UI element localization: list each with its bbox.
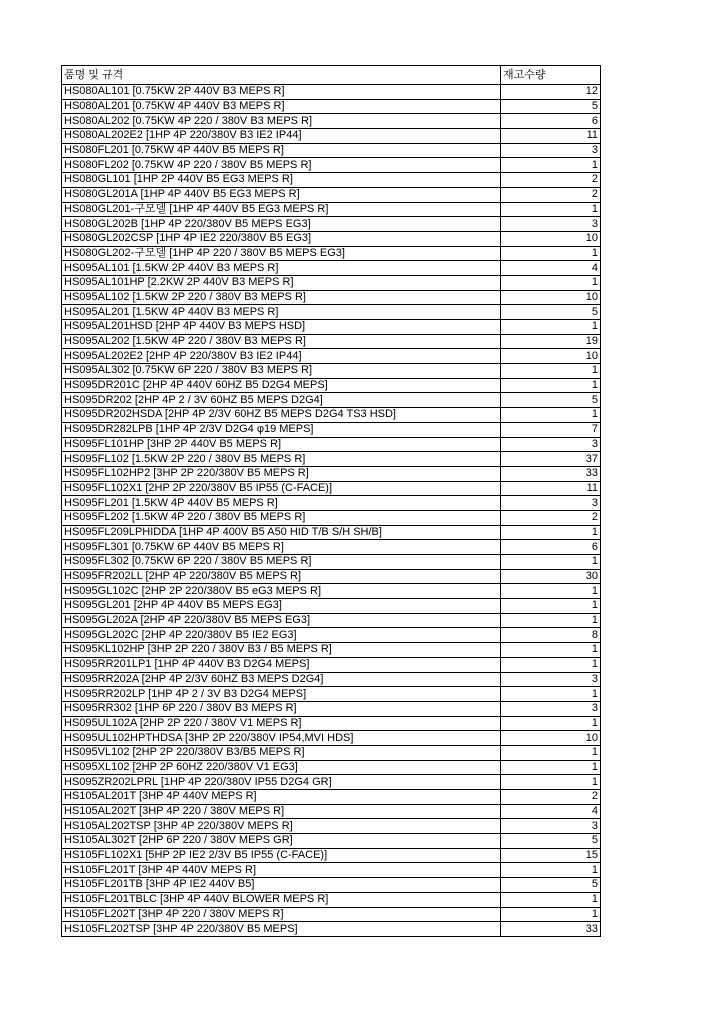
- item-name-cell: HS095FL301 [0.75KW 6P 440V B5 MEPS R]: [62, 540, 501, 555]
- table-row: [62, 701, 601, 716]
- stock-qty-cell: 1: [501, 716, 601, 731]
- stock-qty-cell: 10: [501, 731, 601, 746]
- stock-qty-cell: 1: [501, 320, 601, 335]
- item-name-cell: HS095DR282LPB [1HP 4P 2/3V D2G4 φ19 MEPS]: [62, 422, 501, 437]
- item-name-cell: HS080AL202 [0.75KW 4P 220 / 380V B3 MEPS R]: [62, 114, 501, 129]
- item-name-cell: HS095DR202HSDA [2HP 4P 2/3V 60HZ B5 MEPS D2G4 TS3 HSD]: [62, 408, 501, 423]
- item-name-cell: HS095XL102 [2HP 2P 60HZ 220/380V V1 EG3]: [62, 760, 501, 775]
- table-row: [62, 672, 601, 687]
- stock-qty-cell: 1: [501, 643, 601, 658]
- stock-qty-cell: 1: [501, 246, 601, 261]
- item-name-cell: HS095KL102HP [3HP 2P 220 / 380V B3 / B5 MEPS R]: [62, 643, 501, 658]
- item-name-cell: HS095UL102HPTHDSA [3HP 2P 220/380V IP54,MVI HDS]: [62, 731, 501, 746]
- table-row: [62, 99, 601, 114]
- item-name-cell: HS095FL202 [1.5KW 4P 220 / 380V B5 MEPS R]: [62, 510, 501, 525]
- item-name-cell: HS095ZR202LPRL [1HP 4P 220/380V IP55 D2G4 GR]: [62, 775, 501, 790]
- stock-qty-cell: 2: [501, 173, 601, 188]
- inventory-table: [61, 65, 601, 937]
- item-name-cell: HS095RR202A [2HP 4P 2/3V 60HZ B3 MEPS D2G4]: [62, 672, 501, 687]
- table-row: [62, 922, 601, 937]
- item-name-cell: HS095AL101 [1.5KW 2P 440V B3 MEPS R]: [62, 261, 501, 276]
- item-name-cell: HS095GL201 [2HP 4P 440V B5 MEPS EG3]: [62, 599, 501, 614]
- item-name-cell: HS095AL101HP [2.2KW 2P 440V B3 MEPS R]: [62, 275, 501, 290]
- stock-qty-cell: 1: [501, 907, 601, 922]
- item-name-cell: HS105AL202T [3HP 4P 220 / 380V MEPS R]: [62, 804, 501, 819]
- stock-qty-cell: 1: [501, 408, 601, 423]
- table-header-row: [62, 66, 601, 85]
- table-row: [62, 878, 601, 893]
- item-name-cell: HS105FL201TBLC [3HP 4P 440V BLOWER MEPS R]: [62, 892, 501, 907]
- stock-qty-cell: 2: [501, 187, 601, 202]
- stock-qty-cell: 1: [501, 745, 601, 760]
- stock-qty-cell: 11: [501, 129, 601, 144]
- item-name-cell: HS095AL302 [0.75KW 6P 220 / 380V B3 MEPS R]: [62, 364, 501, 379]
- item-name-cell: HS095FL102 [1.5KW 2P 220 / 380V B5 MEPS R]: [62, 452, 501, 467]
- item-name-cell: HS095FL201 [1.5KW 4P 440V B5 MEPS R]: [62, 496, 501, 511]
- item-name-cell: HS080GL101 [1HP 2P 440V B5 EG3 MEPS R]: [62, 173, 501, 188]
- item-name-cell: HS105FL201T [3HP 4P 440V MEPS R]: [62, 863, 501, 878]
- stock-qty-cell: 1: [501, 555, 601, 570]
- item-name-cell: HS095RR302 [1HP 6P 220 / 380V B3 MEPS R]: [62, 701, 501, 716]
- stock-qty-cell: 2: [501, 790, 601, 805]
- item-name-cell: HS105FL202TSP [3HP 4P 220/380V B5 MEPS]: [62, 922, 501, 937]
- stock-qty-cell: 5: [501, 834, 601, 849]
- stock-qty-cell: 3: [501, 217, 601, 232]
- table-body: [62, 85, 601, 937]
- header-name-spec: 품명 및 규격: [62, 66, 501, 85]
- item-name-cell: HS080GL202-구모델 [1HP 4P 220 / 380V B5 MEPS EG3]: [62, 246, 501, 261]
- stock-qty-cell: 1: [501, 687, 601, 702]
- table-row: [62, 261, 601, 276]
- stock-qty-cell: 2: [501, 510, 601, 525]
- stock-qty-cell: 1: [501, 657, 601, 672]
- table-row: [62, 819, 601, 834]
- table-row: [62, 334, 601, 349]
- item-name-cell: HS095VL102 [2HP 2P 220/380V B3/B5 MEPS R]: [62, 745, 501, 760]
- table-row: [62, 907, 601, 922]
- stock-qty-cell: 5: [501, 305, 601, 320]
- table-row: [62, 129, 601, 144]
- stock-qty-cell: 1: [501, 378, 601, 393]
- table-row: [62, 231, 601, 246]
- table-row: [62, 834, 601, 849]
- stock-qty-cell: 4: [501, 261, 601, 276]
- table-row: [62, 892, 601, 907]
- table-row: [62, 775, 601, 790]
- table-row: [62, 599, 601, 614]
- table-row: [62, 804, 601, 819]
- item-name-cell: HS095AL201 [1.5KW 4P 440V B3 MEPS R]: [62, 305, 501, 320]
- stock-qty-cell: 1: [501, 863, 601, 878]
- table-row: [62, 378, 601, 393]
- stock-qty-cell: 1: [501, 760, 601, 775]
- table-row: [62, 848, 601, 863]
- table-row: [62, 173, 601, 188]
- item-name-cell: HS095DR201C [2HP 4P 440V 60HZ B5 D2G4 MEPS]: [62, 378, 501, 393]
- item-name-cell: HS095FL302 [0.75KW 6P 220 / 380V B5 MEPS R]: [62, 555, 501, 570]
- table-row: [62, 760, 601, 775]
- stock-qty-cell: 37: [501, 452, 601, 467]
- item-name-cell: HS105FL102X1 [5HP 2P IE2 2/3V B5 IP55 (C-FACE)]: [62, 848, 501, 863]
- table-row: [62, 437, 601, 452]
- stock-qty-cell: 6: [501, 114, 601, 129]
- item-name-cell: HS080GL202CSP [1HP 4P IE2 220/380V B5 EG3]: [62, 231, 501, 246]
- item-name-cell: HS095AL202 [1.5KW 4P 220 / 380V B3 MEPS R]: [62, 334, 501, 349]
- table-row: [62, 305, 601, 320]
- table-row: [62, 143, 601, 158]
- stock-qty-cell: 10: [501, 290, 601, 305]
- item-name-cell: HS095FL101HP [3HP 2P 440V B5 MEPS R]: [62, 437, 501, 452]
- item-name-cell: HS095DR202 [2HP 4P 2 / 3V 60HZ B5 MEPS D2G4]: [62, 393, 501, 408]
- table-row: [62, 114, 601, 129]
- item-name-cell: HS095RR201LP1 [1HP 4P 440V B3 D2G4 MEPS]: [62, 657, 501, 672]
- table-row: [62, 863, 601, 878]
- item-name-cell: HS095UL102A [2HP 2P 220 / 380V V1 MEPS R]: [62, 716, 501, 731]
- table-row: [62, 246, 601, 261]
- stock-qty-cell: 1: [501, 613, 601, 628]
- stock-qty-cell: 6: [501, 540, 601, 555]
- stock-qty-cell: 3: [501, 819, 601, 834]
- stock-qty-cell: 11: [501, 481, 601, 496]
- stock-qty-cell: 1: [501, 158, 601, 173]
- stock-qty-cell: 1: [501, 584, 601, 599]
- item-name-cell: HS105FL201TB [3HP 4P IE2 440V B5]: [62, 878, 501, 893]
- table-row: [62, 364, 601, 379]
- stock-qty-cell: 19: [501, 334, 601, 349]
- table-row: [62, 217, 601, 232]
- table-row: [62, 187, 601, 202]
- item-name-cell: HS080AL101 [0.75KW 2P 440V B3 MEPS R]: [62, 85, 501, 100]
- table-row: [62, 716, 601, 731]
- table-row: [62, 320, 601, 335]
- item-name-cell: HS095AL201HSD [2HP 4P 440V B3 MEPS HSD]: [62, 320, 501, 335]
- stock-qty-cell: 1: [501, 892, 601, 907]
- table-row: [62, 510, 601, 525]
- stock-qty-cell: 10: [501, 349, 601, 364]
- stock-qty-cell: 3: [501, 672, 601, 687]
- table-row: [62, 643, 601, 658]
- table-row: [62, 790, 601, 805]
- header-stock-qty: 재고수량: [501, 66, 601, 85]
- stock-qty-cell: 1: [501, 599, 601, 614]
- item-name-cell: HS080AL202E2 [1HP 4P 220/380V B3 IE2 IP44]: [62, 129, 501, 144]
- item-name-cell: HS105AL202TSP [3HP 4P 220/380V MEPS R]: [62, 819, 501, 834]
- item-name-cell: HS080FL201 [0.75KW 4P 440V B5 MEPS R]: [62, 143, 501, 158]
- item-name-cell: HS095AL202E2 [2HP 4P 220/380V B3 IE2 IP44]: [62, 349, 501, 364]
- stock-qty-cell: 5: [501, 393, 601, 408]
- stock-qty-cell: 3: [501, 143, 601, 158]
- table-row: [62, 525, 601, 540]
- table-row: [62, 496, 601, 511]
- item-name-cell: HS095FR202LL [2HP 4P 220/380V B5 MEPS R]: [62, 569, 501, 584]
- table-row: [62, 628, 601, 643]
- table-row: [62, 349, 601, 364]
- stock-qty-cell: 7: [501, 422, 601, 437]
- stock-qty-cell: 33: [501, 922, 601, 937]
- table-row: [62, 687, 601, 702]
- stock-qty-cell: 30: [501, 569, 601, 584]
- table-row: [62, 481, 601, 496]
- table-row: [62, 613, 601, 628]
- item-name-cell: HS080AL201 [0.75KW 4P 440V B3 MEPS R]: [62, 99, 501, 114]
- stock-qty-cell: 10: [501, 231, 601, 246]
- item-name-cell: HS095RR202LP [1HP 4P 2 / 3V B3 D2G4 MEPS]: [62, 687, 501, 702]
- item-name-cell: HS080GL201A [1HP 4P 440V B5 EG3 MEPS R]: [62, 187, 501, 202]
- table-row: [62, 158, 601, 173]
- item-name-cell: HS095AL102 [1.5KW 2P 220 / 380V B3 MEPS R]: [62, 290, 501, 305]
- item-name-cell: HS095GL202A [2HP 4P 220/380V B5 MEPS EG3]: [62, 613, 501, 628]
- stock-qty-cell: 15: [501, 848, 601, 863]
- item-name-cell: HS095FL209LPHIDDA [1HP 4P 400V B5 A50 HID T/B S/H SH/B]: [62, 525, 501, 540]
- table-row: [62, 555, 601, 570]
- table-row: [62, 275, 601, 290]
- table-row: [62, 466, 601, 481]
- stock-qty-cell: 8: [501, 628, 601, 643]
- stock-qty-cell: 1: [501, 775, 601, 790]
- table-row: [62, 657, 601, 672]
- item-name-cell: HS095FL102HP2 [3HP 2P 220/380V B5 MEPS R]: [62, 466, 501, 481]
- stock-qty-cell: 12: [501, 85, 601, 100]
- item-name-cell: HS080FL202 [0.75KW 4P 220 / 380V B5 MEPS R]: [62, 158, 501, 173]
- table-row: [62, 393, 601, 408]
- item-name-cell: HS080GL202B [1HP 4P 220/380V B5 MEPS EG3]: [62, 217, 501, 232]
- table-row: [62, 745, 601, 760]
- stock-qty-cell: 1: [501, 364, 601, 379]
- table-row: [62, 85, 601, 100]
- table-row: [62, 422, 601, 437]
- table-row: [62, 202, 601, 217]
- table-row: [62, 540, 601, 555]
- item-name-cell: HS105AL201T [3HP 4P 440V MEPS R]: [62, 790, 501, 805]
- stock-qty-cell: 1: [501, 275, 601, 290]
- stock-qty-cell: 1: [501, 202, 601, 217]
- table-row: [62, 290, 601, 305]
- stock-qty-cell: 3: [501, 437, 601, 452]
- table-row: [62, 452, 601, 467]
- stock-qty-cell: 1: [501, 525, 601, 540]
- item-name-cell: HS095FL102X1 [2HP 2P 220/380V B5 IP55 (C-FACE)]: [62, 481, 501, 496]
- stock-qty-cell: 5: [501, 99, 601, 114]
- stock-qty-cell: 3: [501, 496, 601, 511]
- table-row: [62, 731, 601, 746]
- item-name-cell: HS105AL302T [2HP 6P 220 / 380V MEPS GR]: [62, 834, 501, 849]
- stock-qty-cell: 4: [501, 804, 601, 819]
- table-row: [62, 569, 601, 584]
- table-row: [62, 408, 601, 423]
- item-name-cell: HS095GL102C [2HP 2P 220/380V B5 eG3 MEPS R]: [62, 584, 501, 599]
- item-name-cell: HS105FL202T [3HP 4P 220 / 380V MEPS R]: [62, 907, 501, 922]
- item-name-cell: HS095GL202C [2HP 4P 220/380V B5 IE2 EG3]: [62, 628, 501, 643]
- table-row: [62, 584, 601, 599]
- stock-qty-cell: 5: [501, 878, 601, 893]
- item-name-cell: HS080GL201-구모델 [1HP 4P 440V B5 EG3 MEPS R]: [62, 202, 501, 217]
- stock-qty-cell: 33: [501, 466, 601, 481]
- stock-qty-cell: 3: [501, 701, 601, 716]
